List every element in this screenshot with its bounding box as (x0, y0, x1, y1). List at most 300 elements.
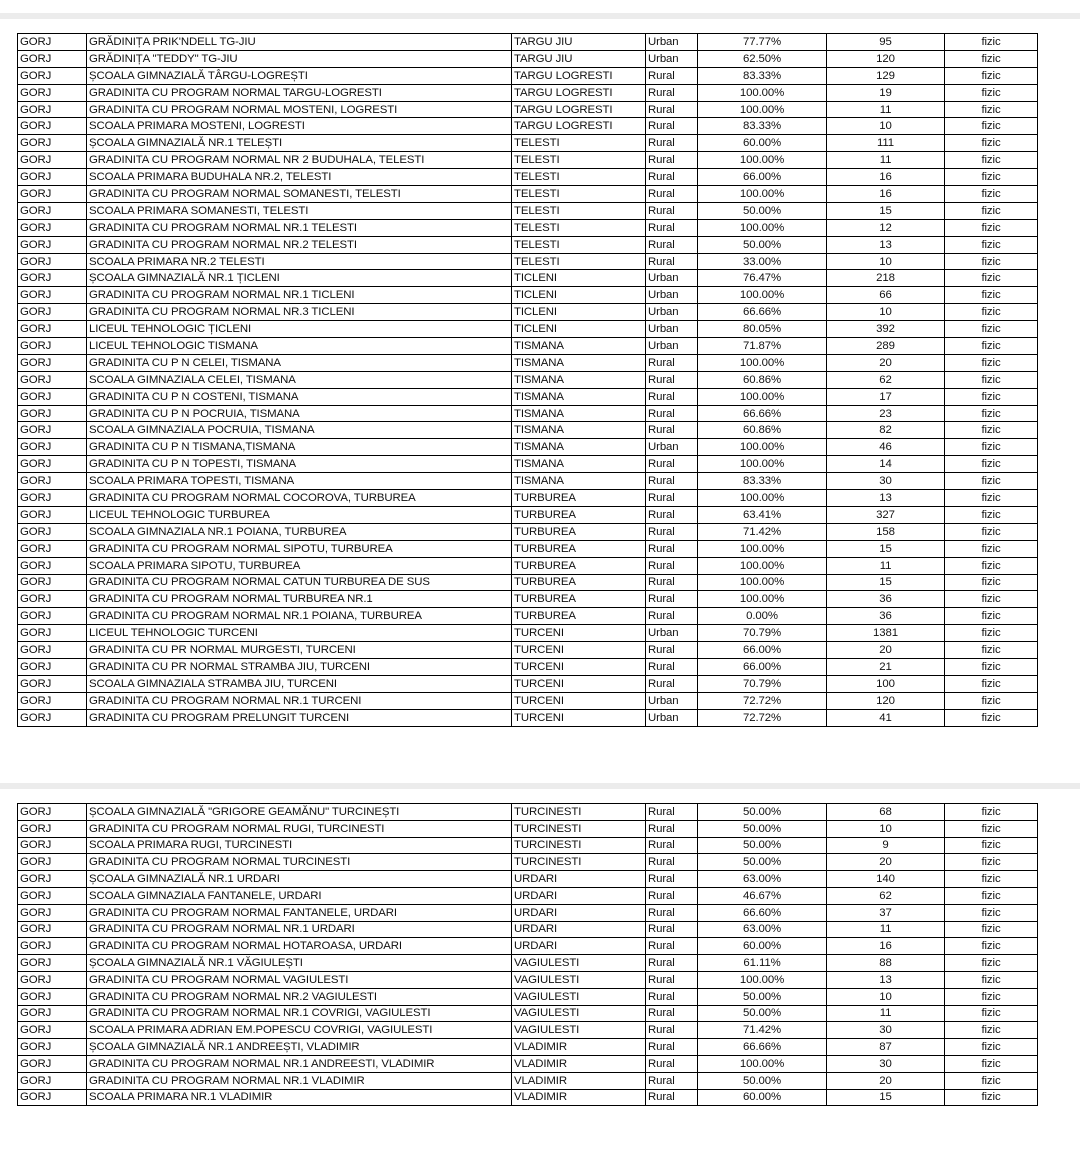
table-row (18, 219, 1038, 236)
percentage-cell: 100.00% (698, 557, 827, 574)
percentage-cell: 50.00% (698, 202, 827, 219)
environment-cell: Rural (646, 591, 698, 608)
school-name-cell: SCOALA PRIMARA NR.1 VLADIMIR (87, 1089, 512, 1106)
environment-cell: Rural (646, 253, 698, 270)
school-name-cell: SCOALA PRIMARA BUDUHALA NR.2, TELESTI (87, 169, 512, 186)
school-name-cell: GRADINITA CU P N POCRUIA, TISMANA (87, 405, 512, 422)
school-name-cell: GRADINITA CU PROGRAM NORMAL NR.1 TELESTI (87, 219, 512, 236)
mode-cell: fizic (945, 804, 1038, 821)
percentage-cell: 66.66% (698, 1039, 827, 1056)
mode-cell: fizic (945, 692, 1038, 709)
county-cell: GORJ (18, 118, 87, 135)
count-cell: 20 (827, 642, 945, 659)
count-cell: 1381 (827, 625, 945, 642)
school-name-cell: LICEUL TEHNOLOGIC TISMANA (87, 338, 512, 355)
count-cell: 120 (827, 692, 945, 709)
count-cell: 9 (827, 837, 945, 854)
percentage-cell: 66.66% (698, 304, 827, 321)
table-row (18, 287, 1038, 304)
environment-cell: Rural (646, 371, 698, 388)
count-cell: 10 (827, 304, 945, 321)
county-cell: GORJ (18, 820, 87, 837)
table-row (18, 591, 1038, 608)
percentage-cell: 83.33% (698, 118, 827, 135)
mode-cell: fizic (945, 921, 1038, 938)
table-row (18, 270, 1038, 287)
count-cell: 30 (827, 1055, 945, 1072)
count-cell: 327 (827, 506, 945, 523)
table-row (18, 1089, 1038, 1106)
school-name-cell: SCOALA PRIMARA ADRIAN EM.POPESCU COVRIGI, VAGIULESTI (87, 1022, 512, 1039)
school-name-cell: SCOALA GIMNAZIALA FANTANELE, URDARI (87, 887, 512, 904)
locality-cell: TELESTI (512, 169, 646, 186)
count-cell: 20 (827, 1072, 945, 1089)
mode-cell: fizic (945, 135, 1038, 152)
school-name-cell: GRADINITA CU PROGRAM NORMAL NR.3 TICLENI (87, 304, 512, 321)
environment-cell: Rural (646, 523, 698, 540)
table-row (18, 321, 1038, 338)
count-cell: 15 (827, 1089, 945, 1106)
mode-cell: fizic (945, 118, 1038, 135)
school-name-cell: LICEUL TEHNOLOGIC TURCENI (87, 625, 512, 642)
count-cell: 11 (827, 152, 945, 169)
county-cell: GORJ (18, 709, 87, 726)
county-cell: GORJ (18, 574, 87, 591)
count-cell: 36 (827, 591, 945, 608)
school-name-cell: SCOALA PRIMARA TOPESTI, TISMANA (87, 473, 512, 490)
mode-cell: fizic (945, 304, 1038, 321)
mode-cell: fizic (945, 675, 1038, 692)
count-cell: 16 (827, 169, 945, 186)
environment-cell: Rural (646, 675, 698, 692)
school-name-cell: SCOALA GIMNAZIALA CELEI, TISMANA (87, 371, 512, 388)
environment-cell: Rural (646, 854, 698, 871)
mode-cell: fizic (945, 287, 1038, 304)
percentage-cell: 100.00% (698, 591, 827, 608)
table-row (18, 523, 1038, 540)
locality-cell: TARGU LOGRESTI (512, 101, 646, 118)
count-cell: 10 (827, 820, 945, 837)
table-row (18, 1072, 1038, 1089)
percentage-cell: 63.00% (698, 921, 827, 938)
count-cell: 13 (827, 236, 945, 253)
table-row (18, 1022, 1038, 1039)
locality-cell: TISMANA (512, 439, 646, 456)
percentage-cell: 61.11% (698, 955, 827, 972)
percentage-cell: 100.00% (698, 456, 827, 473)
table-row (18, 642, 1038, 659)
county-cell: GORJ (18, 955, 87, 972)
environment-cell: Urban (646, 34, 698, 51)
schools-table-page-1 (17, 33, 1038, 727)
percentage-cell: 77.77% (698, 34, 827, 51)
table-row (18, 67, 1038, 84)
locality-cell: TICLENI (512, 321, 646, 338)
environment-cell: Rural (646, 456, 698, 473)
percentage-cell: 100.00% (698, 971, 827, 988)
school-name-cell: GRADINITA CU PROGRAM NORMAL COCOROVA, TURBUREA (87, 490, 512, 507)
count-cell: 13 (827, 971, 945, 988)
count-cell: 218 (827, 270, 945, 287)
school-name-cell: GRADINITA CU PROGRAM NORMAL SIPOTU, TURBUREA (87, 540, 512, 557)
mode-cell: fizic (945, 152, 1038, 169)
school-name-cell: GRADINITA CU PROGRAM NORMAL NR.1 POIANA, TURBUREA (87, 608, 512, 625)
percentage-cell: 50.00% (698, 236, 827, 253)
mode-cell: fizic (945, 34, 1038, 51)
percentage-cell: 83.33% (698, 473, 827, 490)
county-cell: GORJ (18, 804, 87, 821)
percentage-cell: 60.00% (698, 938, 827, 955)
environment-cell: Rural (646, 557, 698, 574)
environment-cell: Rural (646, 938, 698, 955)
count-cell: 392 (827, 321, 945, 338)
school-name-cell: GRADINITA CU PROGRAM NORMAL TARGU-LOGRESTI (87, 84, 512, 101)
county-cell: GORJ (18, 490, 87, 507)
county-cell: GORJ (18, 988, 87, 1005)
locality-cell: TISMANA (512, 405, 646, 422)
table-row (18, 574, 1038, 591)
locality-cell: TURBUREA (512, 523, 646, 540)
locality-cell: URDARI (512, 938, 646, 955)
percentage-cell: 80.05% (698, 321, 827, 338)
count-cell: 23 (827, 405, 945, 422)
county-cell: GORJ (18, 642, 87, 659)
school-name-cell: SCOALA PRIMARA SOMANESTI, TELESTI (87, 202, 512, 219)
county-cell: GORJ (18, 971, 87, 988)
environment-cell: Rural (646, 988, 698, 1005)
county-cell: GORJ (18, 422, 87, 439)
table-row (18, 709, 1038, 726)
environment-cell: Urban (646, 709, 698, 726)
school-name-cell: ȘCOALA GIMNAZIALĂ NR.1 ANDREEȘTI, VLADIMIR (87, 1039, 512, 1056)
environment-cell: Urban (646, 338, 698, 355)
locality-cell: URDARI (512, 904, 646, 921)
school-name-cell: GRADINITA CU PROGRAM NORMAL NR.2 VAGIULESTI (87, 988, 512, 1005)
count-cell: 120 (827, 50, 945, 67)
table-row (18, 1039, 1038, 1056)
locality-cell: URDARI (512, 921, 646, 938)
count-cell: 17 (827, 388, 945, 405)
county-cell: GORJ (18, 253, 87, 270)
table-row (18, 506, 1038, 523)
mode-cell: fizic (945, 988, 1038, 1005)
table-row (18, 135, 1038, 152)
count-cell: 10 (827, 988, 945, 1005)
count-cell: 20 (827, 354, 945, 371)
count-cell: 158 (827, 523, 945, 540)
mode-cell: fizic (945, 354, 1038, 371)
locality-cell: TURBUREA (512, 490, 646, 507)
table-row (18, 202, 1038, 219)
locality-cell: TELESTI (512, 186, 646, 203)
locality-cell: TICLENI (512, 304, 646, 321)
school-name-cell: GRADINITA CU PROGRAM PRELUNGIT TURCENI (87, 709, 512, 726)
count-cell: 10 (827, 253, 945, 270)
environment-cell: Rural (646, 658, 698, 675)
county-cell: GORJ (18, 540, 87, 557)
percentage-cell: 46.67% (698, 887, 827, 904)
count-cell: 10 (827, 118, 945, 135)
school-name-cell: ȘCOALA GIMNAZIALĂ NR.1 ȚICLENI (87, 270, 512, 287)
table-row (18, 658, 1038, 675)
school-name-cell: GRADINITA CU PROGRAM NORMAL FANTANELE, URDARI (87, 904, 512, 921)
count-cell: 19 (827, 84, 945, 101)
county-cell: GORJ (18, 338, 87, 355)
table-row (18, 253, 1038, 270)
mode-cell: fizic (945, 321, 1038, 338)
locality-cell: TISMANA (512, 473, 646, 490)
school-name-cell: ȘCOALA GIMNAZIALĂ TÂRGU-LOGREȘTI (87, 67, 512, 84)
mode-cell: fizic (945, 50, 1038, 67)
locality-cell: VLADIMIR (512, 1039, 646, 1056)
mode-cell: fizic (945, 557, 1038, 574)
count-cell: 88 (827, 955, 945, 972)
environment-cell: Rural (646, 152, 698, 169)
percentage-cell: 66.66% (698, 405, 827, 422)
page-separator-band (0, 783, 1080, 789)
locality-cell: TISMANA (512, 422, 646, 439)
table-row (18, 955, 1038, 972)
school-name-cell: GRADINITA CU P N CELEI, TISMANA (87, 354, 512, 371)
percentage-cell: 100.00% (698, 152, 827, 169)
locality-cell: TARGU JIU (512, 34, 646, 51)
count-cell: 11 (827, 557, 945, 574)
locality-cell: TURCINESTI (512, 837, 646, 854)
environment-cell: Urban (646, 321, 698, 338)
county-cell: GORJ (18, 354, 87, 371)
count-cell: 87 (827, 1039, 945, 1056)
schools-table-page-2 (17, 803, 1038, 1106)
table-row (18, 152, 1038, 169)
count-cell: 100 (827, 675, 945, 692)
percentage-cell: 66.00% (698, 658, 827, 675)
locality-cell: TARGU JIU (512, 50, 646, 67)
count-cell: 11 (827, 1005, 945, 1022)
count-cell: 30 (827, 473, 945, 490)
count-cell: 41 (827, 709, 945, 726)
percentage-cell: 70.79% (698, 625, 827, 642)
page-separator-band (0, 13, 1080, 19)
environment-cell: Rural (646, 887, 698, 904)
count-cell: 68 (827, 804, 945, 821)
table-row (18, 625, 1038, 642)
count-cell: 14 (827, 456, 945, 473)
percentage-cell: 33.00% (698, 253, 827, 270)
environment-cell: Rural (646, 904, 698, 921)
percentage-cell: 83.33% (698, 67, 827, 84)
percentage-cell: 100.00% (698, 354, 827, 371)
mode-cell: fizic (945, 938, 1038, 955)
table-row (18, 608, 1038, 625)
environment-cell: Urban (646, 287, 698, 304)
mode-cell: fizic (945, 422, 1038, 439)
table-row (18, 338, 1038, 355)
mode-cell: fizic (945, 456, 1038, 473)
table-row (18, 422, 1038, 439)
county-cell: GORJ (18, 34, 87, 51)
county-cell: GORJ (18, 405, 87, 422)
locality-cell: TELESTI (512, 152, 646, 169)
percentage-cell: 100.00% (698, 219, 827, 236)
count-cell: 15 (827, 202, 945, 219)
mode-cell: fizic (945, 955, 1038, 972)
county-cell: GORJ (18, 854, 87, 871)
locality-cell: VLADIMIR (512, 1055, 646, 1072)
environment-cell: Rural (646, 405, 698, 422)
percentage-cell: 50.00% (698, 988, 827, 1005)
school-name-cell: GRADINITA CU PROGRAM NORMAL CATUN TURBUREA DE SUS (87, 574, 512, 591)
school-name-cell: GRADINITA CU PROGRAM NORMAL NR 2 BUDUHALA, TELESTI (87, 152, 512, 169)
count-cell: 11 (827, 101, 945, 118)
mode-cell: fizic (945, 591, 1038, 608)
percentage-cell: 100.00% (698, 540, 827, 557)
mode-cell: fizic (945, 1022, 1038, 1039)
table-row (18, 904, 1038, 921)
county-cell: GORJ (18, 270, 87, 287)
percentage-cell: 66.00% (698, 642, 827, 659)
county-cell: GORJ (18, 186, 87, 203)
count-cell: 129 (827, 67, 945, 84)
mode-cell: fizic (945, 405, 1038, 422)
school-name-cell: GRADINITA CU PR NORMAL MURGESTI, TURCENI (87, 642, 512, 659)
locality-cell: TURCINESTI (512, 820, 646, 837)
percentage-cell: 60.00% (698, 135, 827, 152)
locality-cell: TISMANA (512, 456, 646, 473)
table-row (18, 971, 1038, 988)
environment-cell: Rural (646, 84, 698, 101)
environment-cell: Rural (646, 871, 698, 888)
count-cell: 21 (827, 658, 945, 675)
environment-cell: Rural (646, 118, 698, 135)
mode-cell: fizic (945, 338, 1038, 355)
environment-cell: Rural (646, 169, 698, 186)
percentage-cell: 76.47% (698, 270, 827, 287)
environment-cell: Rural (646, 490, 698, 507)
school-name-cell: GRADINITA CU PROGRAM NORMAL NR.1 COVRIGI, VAGIULESTI (87, 1005, 512, 1022)
locality-cell: VAGIULESTI (512, 988, 646, 1005)
school-name-cell: ȘCOALA GIMNAZIALĂ NR.1 URDARI (87, 871, 512, 888)
environment-cell: Rural (646, 642, 698, 659)
school-name-cell: GRADINITA CU PROGRAM NORMAL VAGIULESTI (87, 971, 512, 988)
mode-cell: fizic (945, 371, 1038, 388)
percentage-cell: 72.72% (698, 692, 827, 709)
percentage-cell: 100.00% (698, 287, 827, 304)
county-cell: GORJ (18, 1039, 87, 1056)
county-cell: GORJ (18, 1022, 87, 1039)
environment-cell: Urban (646, 439, 698, 456)
environment-cell: Rural (646, 506, 698, 523)
mode-cell: fizic (945, 253, 1038, 270)
county-cell: GORJ (18, 557, 87, 574)
county-cell: GORJ (18, 388, 87, 405)
county-cell: GORJ (18, 1072, 87, 1089)
environment-cell: Rural (646, 202, 698, 219)
table-body (18, 34, 1038, 727)
locality-cell: TARGU LOGRESTI (512, 118, 646, 135)
percentage-cell: 66.60% (698, 904, 827, 921)
mode-cell: fizic (945, 608, 1038, 625)
school-name-cell: GRADINITA CU PROGRAM NORMAL MOSTENI, LOGRESTI (87, 101, 512, 118)
environment-cell: Rural (646, 1005, 698, 1022)
count-cell: 30 (827, 1022, 945, 1039)
locality-cell: TELESTI (512, 219, 646, 236)
table-row (18, 692, 1038, 709)
environment-cell: Urban (646, 625, 698, 642)
school-name-cell: GRADINITA CU PROGRAM NORMAL NR.2 TELESTI (87, 236, 512, 253)
environment-cell: Rural (646, 820, 698, 837)
percentage-cell: 100.00% (698, 101, 827, 118)
locality-cell: VAGIULESTI (512, 955, 646, 972)
environment-cell: Rural (646, 1022, 698, 1039)
county-cell: GORJ (18, 523, 87, 540)
county-cell: GORJ (18, 837, 87, 854)
mode-cell: fizic (945, 84, 1038, 101)
county-cell: GORJ (18, 202, 87, 219)
percentage-cell: 100.00% (698, 574, 827, 591)
county-cell: GORJ (18, 675, 87, 692)
mode-cell: fizic (945, 439, 1038, 456)
county-cell: GORJ (18, 169, 87, 186)
mode-cell: fizic (945, 67, 1038, 84)
mode-cell: fizic (945, 473, 1038, 490)
mode-cell: fizic (945, 186, 1038, 203)
county-cell: GORJ (18, 608, 87, 625)
county-cell: GORJ (18, 236, 87, 253)
count-cell: 11 (827, 921, 945, 938)
count-cell: 20 (827, 854, 945, 871)
percentage-cell: 63.41% (698, 506, 827, 523)
environment-cell: Rural (646, 955, 698, 972)
percentage-cell: 70.79% (698, 675, 827, 692)
locality-cell: TELESTI (512, 202, 646, 219)
county-cell: GORJ (18, 1089, 87, 1106)
environment-cell: Rural (646, 67, 698, 84)
table-row (18, 1005, 1038, 1022)
locality-cell: URDARI (512, 887, 646, 904)
school-name-cell: GRADINITA CU PROGRAM NORMAL TURBUREA NR.1 (87, 591, 512, 608)
county-cell: GORJ (18, 473, 87, 490)
table-row (18, 804, 1038, 821)
count-cell: 95 (827, 34, 945, 51)
county-cell: GORJ (18, 692, 87, 709)
school-name-cell: LICEUL TEHNOLOGIC TURBUREA (87, 506, 512, 523)
locality-cell: TURCENI (512, 625, 646, 642)
mode-cell: fizic (945, 490, 1038, 507)
mode-cell: fizic (945, 236, 1038, 253)
table-row (18, 34, 1038, 51)
count-cell: 36 (827, 608, 945, 625)
county-cell: GORJ (18, 371, 87, 388)
environment-cell: Rural (646, 608, 698, 625)
count-cell: 111 (827, 135, 945, 152)
table-row (18, 439, 1038, 456)
mode-cell: fizic (945, 887, 1038, 904)
environment-cell: Rural (646, 101, 698, 118)
locality-cell: TISMANA (512, 371, 646, 388)
table-row (18, 50, 1038, 67)
mode-cell: fizic (945, 871, 1038, 888)
county-cell: GORJ (18, 658, 87, 675)
environment-cell: Rural (646, 135, 698, 152)
percentage-cell: 63.00% (698, 871, 827, 888)
table-row (18, 675, 1038, 692)
mode-cell: fizic (945, 169, 1038, 186)
school-name-cell: SCOALA PRIMARA SIPOTU, TURBUREA (87, 557, 512, 574)
mode-cell: fizic (945, 388, 1038, 405)
count-cell: 16 (827, 186, 945, 203)
mode-cell: fizic (945, 219, 1038, 236)
percentage-cell: 71.87% (698, 338, 827, 355)
